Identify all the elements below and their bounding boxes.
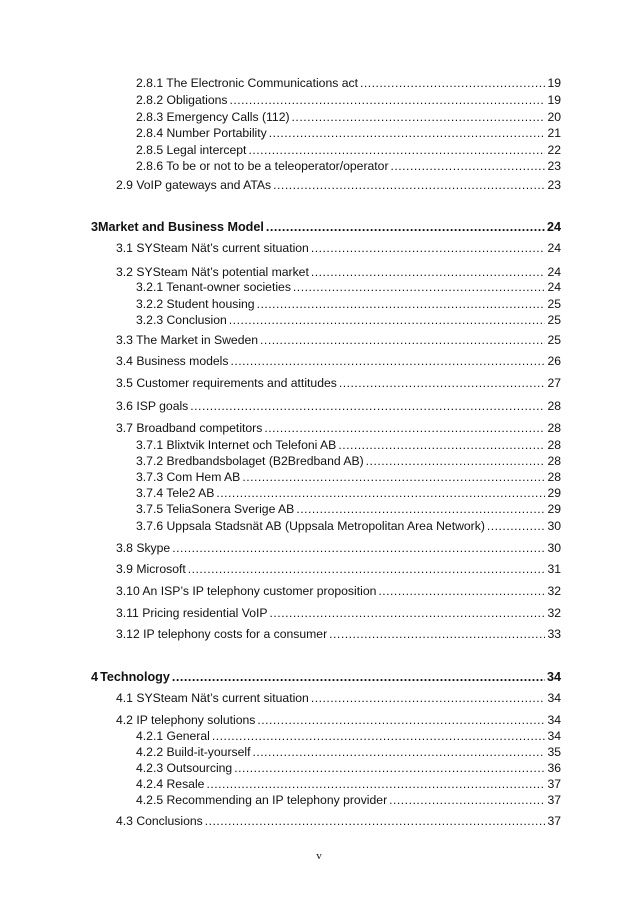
toc-entry[interactable] bbox=[136, 76, 561, 91]
toc-page-number: 22 bbox=[547, 143, 561, 157]
toc-entry-title: 3.7.1 Blixtvik Internet och Telefoni AB bbox=[136, 438, 337, 452]
toc-page-number: 30 bbox=[547, 541, 561, 555]
toc-entry-title: 3.2.1 Tenant-owner societies bbox=[136, 280, 291, 294]
toc-entry-title: 3.6 ISP goals bbox=[116, 399, 189, 413]
dot-leader bbox=[311, 265, 546, 280]
dot-leader bbox=[329, 627, 545, 642]
toc-entry[interactable] bbox=[91, 220, 561, 235]
dot-leader bbox=[264, 421, 545, 436]
dot-leader bbox=[269, 126, 546, 141]
toc-entry-title: 4.2.3 Outsourcing bbox=[136, 761, 233, 775]
toc-entry-title: 2.9 VoIP gateways and ATAs bbox=[116, 178, 272, 192]
toc-page-number: 29 bbox=[547, 486, 561, 500]
dot-leader bbox=[292, 110, 546, 125]
dot-leader bbox=[293, 280, 546, 295]
toc-entry[interactable] bbox=[136, 297, 561, 312]
toc-page-number: 34 bbox=[547, 713, 561, 727]
dot-leader bbox=[229, 93, 545, 108]
toc-page-number: 23 bbox=[547, 159, 561, 173]
toc-entry-title: 4.3 Conclusions bbox=[116, 814, 203, 828]
toc-entry[interactable] bbox=[136, 143, 561, 158]
toc-page-number: 33 bbox=[547, 627, 561, 641]
toc-page-number: 24 bbox=[547, 280, 561, 294]
toc-entry[interactable] bbox=[116, 541, 561, 556]
toc-entry-title: 3.3 The Market in Sweden bbox=[116, 333, 259, 347]
dot-leader bbox=[190, 399, 545, 414]
toc-entry[interactable] bbox=[116, 562, 561, 577]
toc-entry[interactable] bbox=[116, 691, 561, 706]
toc-entry-title: 3.7.6 Uppsala Stadsnät AB (Uppsala Metropolitan Area Network) bbox=[136, 519, 485, 533]
toc-page-number: 24 bbox=[547, 265, 561, 279]
toc-entry-title: 2.8.1 The Electronic Communications act bbox=[136, 76, 358, 90]
toc-page-number: 37 bbox=[547, 793, 561, 807]
toc-entry-title: 4.2.5 Recommending an IP telephony provider bbox=[136, 793, 388, 807]
toc-page-number: 32 bbox=[547, 606, 561, 620]
dot-leader bbox=[172, 670, 545, 685]
toc-entry[interactable] bbox=[136, 313, 561, 328]
dot-leader bbox=[311, 241, 546, 256]
toc-entry-title: 2.8.3 Emergency Calls (112) bbox=[136, 110, 290, 124]
toc-entry[interactable] bbox=[136, 280, 561, 295]
dot-leader bbox=[188, 562, 546, 577]
dot-leader bbox=[216, 486, 545, 501]
toc-page-number: 28 bbox=[547, 470, 561, 484]
toc-page-number: 28 bbox=[547, 454, 561, 468]
toc-entry-title: 4.1 SYSteam Nät’s current situation bbox=[116, 691, 309, 705]
toc-entry[interactable] bbox=[136, 729, 561, 744]
toc-entry[interactable] bbox=[116, 627, 561, 642]
toc-entry[interactable] bbox=[136, 110, 561, 125]
toc-page-number: 28 bbox=[547, 399, 561, 413]
dot-leader bbox=[266, 220, 545, 235]
toc-entry[interactable] bbox=[136, 454, 561, 469]
toc-entry[interactable] bbox=[91, 670, 561, 685]
toc-entry[interactable] bbox=[136, 93, 561, 108]
toc-entry-title: 3.2.3 Conclusion bbox=[136, 313, 227, 327]
toc-page-number: 19 bbox=[547, 76, 561, 90]
toc-page-number: 25 bbox=[547, 313, 561, 327]
toc-entry[interactable] bbox=[136, 159, 561, 174]
dot-leader bbox=[212, 729, 546, 744]
toc-entry-title: 3.4 Business models bbox=[116, 354, 229, 368]
toc-entry-title: 3.10 An ISP’s IP telephony customer proposition bbox=[116, 584, 377, 598]
dot-leader bbox=[389, 793, 545, 808]
toc-entry[interactable] bbox=[136, 486, 561, 501]
toc-entry-title: Market and Business Model bbox=[98, 220, 264, 234]
toc-entry[interactable] bbox=[116, 333, 561, 348]
dot-leader bbox=[487, 519, 546, 534]
dot-leader bbox=[296, 502, 545, 517]
dot-leader bbox=[260, 333, 545, 348]
dot-leader bbox=[206, 777, 545, 792]
toc-page-number: 36 bbox=[547, 761, 561, 775]
toc-page-number: 24 bbox=[546, 220, 561, 234]
toc-entry[interactable] bbox=[116, 713, 561, 728]
dot-leader bbox=[273, 178, 545, 193]
toc-page-number: 31 bbox=[547, 562, 561, 576]
toc-entry[interactable] bbox=[116, 265, 561, 280]
toc-entry[interactable] bbox=[116, 241, 561, 256]
toc-entry[interactable] bbox=[136, 777, 561, 792]
toc-page-number: 34 bbox=[546, 670, 561, 684]
toc-page-number: 21 bbox=[547, 126, 561, 140]
toc-entry-title: 3.2.2 Student housing bbox=[136, 297, 255, 311]
toc-entry[interactable] bbox=[136, 470, 561, 485]
toc-entry[interactable] bbox=[116, 814, 561, 829]
toc-entry[interactable] bbox=[136, 793, 561, 808]
dot-leader bbox=[230, 354, 545, 369]
toc-entry-title: 3.7.2 Bredbandsbolaget (B2Bredband AB) bbox=[136, 454, 364, 468]
toc-entry-title: 2.8.5 Legal intercept bbox=[136, 143, 247, 157]
toc-entry-title: 3.9 Microsoft bbox=[116, 562, 186, 576]
toc-entry-title: 4.2 IP telephony solutions bbox=[116, 713, 256, 727]
toc-page-number: 20 bbox=[547, 110, 561, 124]
toc-entry[interactable] bbox=[116, 354, 561, 369]
toc-entry-title: 3.2 SYSteam Nät’s potential market bbox=[116, 265, 309, 279]
dot-leader bbox=[172, 541, 545, 556]
toc-entry-title: 4.2.2 Build-it-yourself bbox=[136, 745, 251, 759]
toc-page-number: 24 bbox=[547, 241, 561, 255]
toc-entry[interactable] bbox=[136, 745, 561, 760]
toc-page-number: 26 bbox=[547, 354, 561, 368]
dot-leader bbox=[248, 143, 545, 158]
toc-entry[interactable] bbox=[136, 519, 561, 534]
toc-page-number: 29 bbox=[547, 502, 561, 516]
toc-entry-title: 3.7 Broadband competitors bbox=[116, 421, 263, 435]
dot-leader bbox=[338, 438, 545, 453]
toc-page-number: 25 bbox=[547, 297, 561, 311]
toc-page-number: 34 bbox=[547, 729, 561, 743]
toc-entry[interactable] bbox=[116, 399, 561, 414]
dot-leader bbox=[205, 814, 546, 829]
toc-entry-title: 2.8.4 Number Portability bbox=[136, 126, 267, 140]
toc-entry-title: Technology bbox=[100, 670, 170, 684]
toc-entry-title: 3.11 Pricing residential VoIP bbox=[116, 606, 268, 620]
toc-page-number: 19 bbox=[547, 93, 561, 107]
dot-leader bbox=[339, 376, 546, 391]
dot-leader bbox=[360, 76, 545, 91]
dot-leader bbox=[378, 584, 545, 599]
toc-entry[interactable] bbox=[136, 502, 561, 517]
toc-page-number: 30 bbox=[547, 519, 561, 533]
toc-entry[interactable] bbox=[116, 421, 561, 436]
dot-leader bbox=[270, 606, 546, 621]
dot-leader bbox=[391, 159, 546, 174]
toc-entry-title: 3.12 IP telephony costs for a consumer bbox=[116, 627, 328, 641]
toc-chapter-number: 3 bbox=[91, 220, 99, 234]
toc-entry[interactable] bbox=[116, 178, 561, 193]
dot-leader bbox=[252, 745, 545, 760]
toc-entry-title: 2.8.2 Obligations bbox=[136, 93, 228, 107]
toc-page-number: 35 bbox=[547, 745, 561, 759]
toc-page-number: 32 bbox=[547, 584, 561, 598]
toc-page-number: 25 bbox=[547, 333, 561, 347]
dot-leader bbox=[229, 313, 546, 328]
toc-entry-title: 3.5 Customer requirements and attitudes bbox=[116, 376, 337, 390]
toc-page-number: 37 bbox=[547, 814, 561, 828]
toc-page-number: 23 bbox=[547, 178, 561, 192]
toc-entry[interactable] bbox=[116, 376, 561, 391]
toc-page-number: 34 bbox=[547, 691, 561, 705]
toc-entry-title: 3.7.4 Tele2 AB bbox=[136, 486, 215, 500]
toc-entry[interactable] bbox=[136, 438, 561, 453]
toc-entry-title: 3.8 Skype bbox=[116, 541, 171, 555]
toc-page-number: 27 bbox=[547, 376, 561, 390]
toc-entry-title: 3.7.3 Com Hem AB bbox=[136, 470, 241, 484]
dot-leader bbox=[366, 454, 546, 469]
toc-page-number: 28 bbox=[547, 421, 561, 435]
toc-page-number: 28 bbox=[547, 438, 561, 452]
toc-entry[interactable] bbox=[116, 584, 561, 599]
toc-entry-title: 4.2.1 General bbox=[136, 729, 210, 743]
dot-leader bbox=[311, 691, 546, 706]
dot-leader bbox=[242, 470, 545, 485]
toc-chapter-number: 4 bbox=[91, 670, 99, 684]
page-number: v bbox=[316, 850, 322, 862]
dot-leader bbox=[257, 713, 545, 728]
toc-page-number: 37 bbox=[547, 777, 561, 791]
toc-entry-title: 4.2.4 Resale bbox=[136, 777, 205, 791]
toc-entry[interactable] bbox=[136, 761, 561, 776]
toc-entry-title: 2.8.6 To be or not to be a teleoperator/operator bbox=[136, 159, 389, 173]
dot-leader bbox=[234, 761, 545, 776]
toc-entry-title: 3.1 SYSteam Nät’s current situation bbox=[116, 241, 309, 255]
toc-entry-title: 3.7.5 TeliaSonera Sverige AB bbox=[136, 502, 295, 516]
toc-entry[interactable] bbox=[116, 606, 561, 621]
toc-entry[interactable] bbox=[136, 126, 561, 141]
dot-leader bbox=[257, 297, 546, 312]
